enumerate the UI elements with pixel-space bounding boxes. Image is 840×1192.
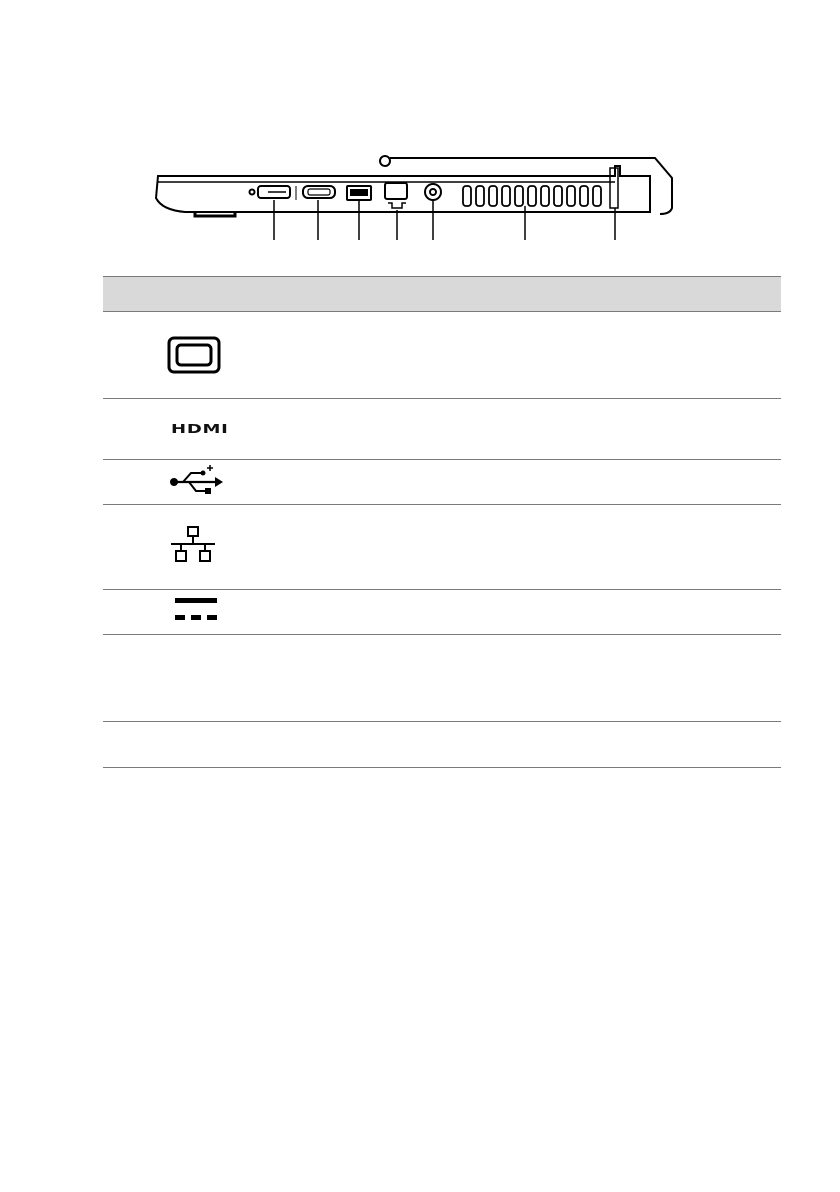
table-row <box>103 590 781 635</box>
port-dc-in <box>425 184 441 200</box>
laptop-body <box>156 166 650 212</box>
table-row <box>103 312 781 399</box>
callout-lines <box>274 200 615 240</box>
table-row <box>103 635 781 722</box>
external-display-port-icon <box>163 328 225 378</box>
header-cell <box>103 277 163 312</box>
air-vents <box>463 186 601 206</box>
laptop-side-view-diagram <box>140 148 680 240</box>
table-row <box>103 460 781 505</box>
hdmi-icon: HDMI <box>171 422 229 436</box>
port-ethernet <box>385 183 407 199</box>
table-header-row <box>103 277 781 312</box>
table-row <box>103 399 781 460</box>
header-cell <box>163 277 281 312</box>
ports-table <box>103 276 781 768</box>
dc-power-icon <box>163 595 225 625</box>
ethernet-network-icon <box>163 525 225 565</box>
lid-knob <box>380 156 390 166</box>
header-cell <box>281 277 781 312</box>
usb-icon <box>163 465 225 495</box>
table-row <box>103 722 781 768</box>
table-row <box>103 505 781 590</box>
